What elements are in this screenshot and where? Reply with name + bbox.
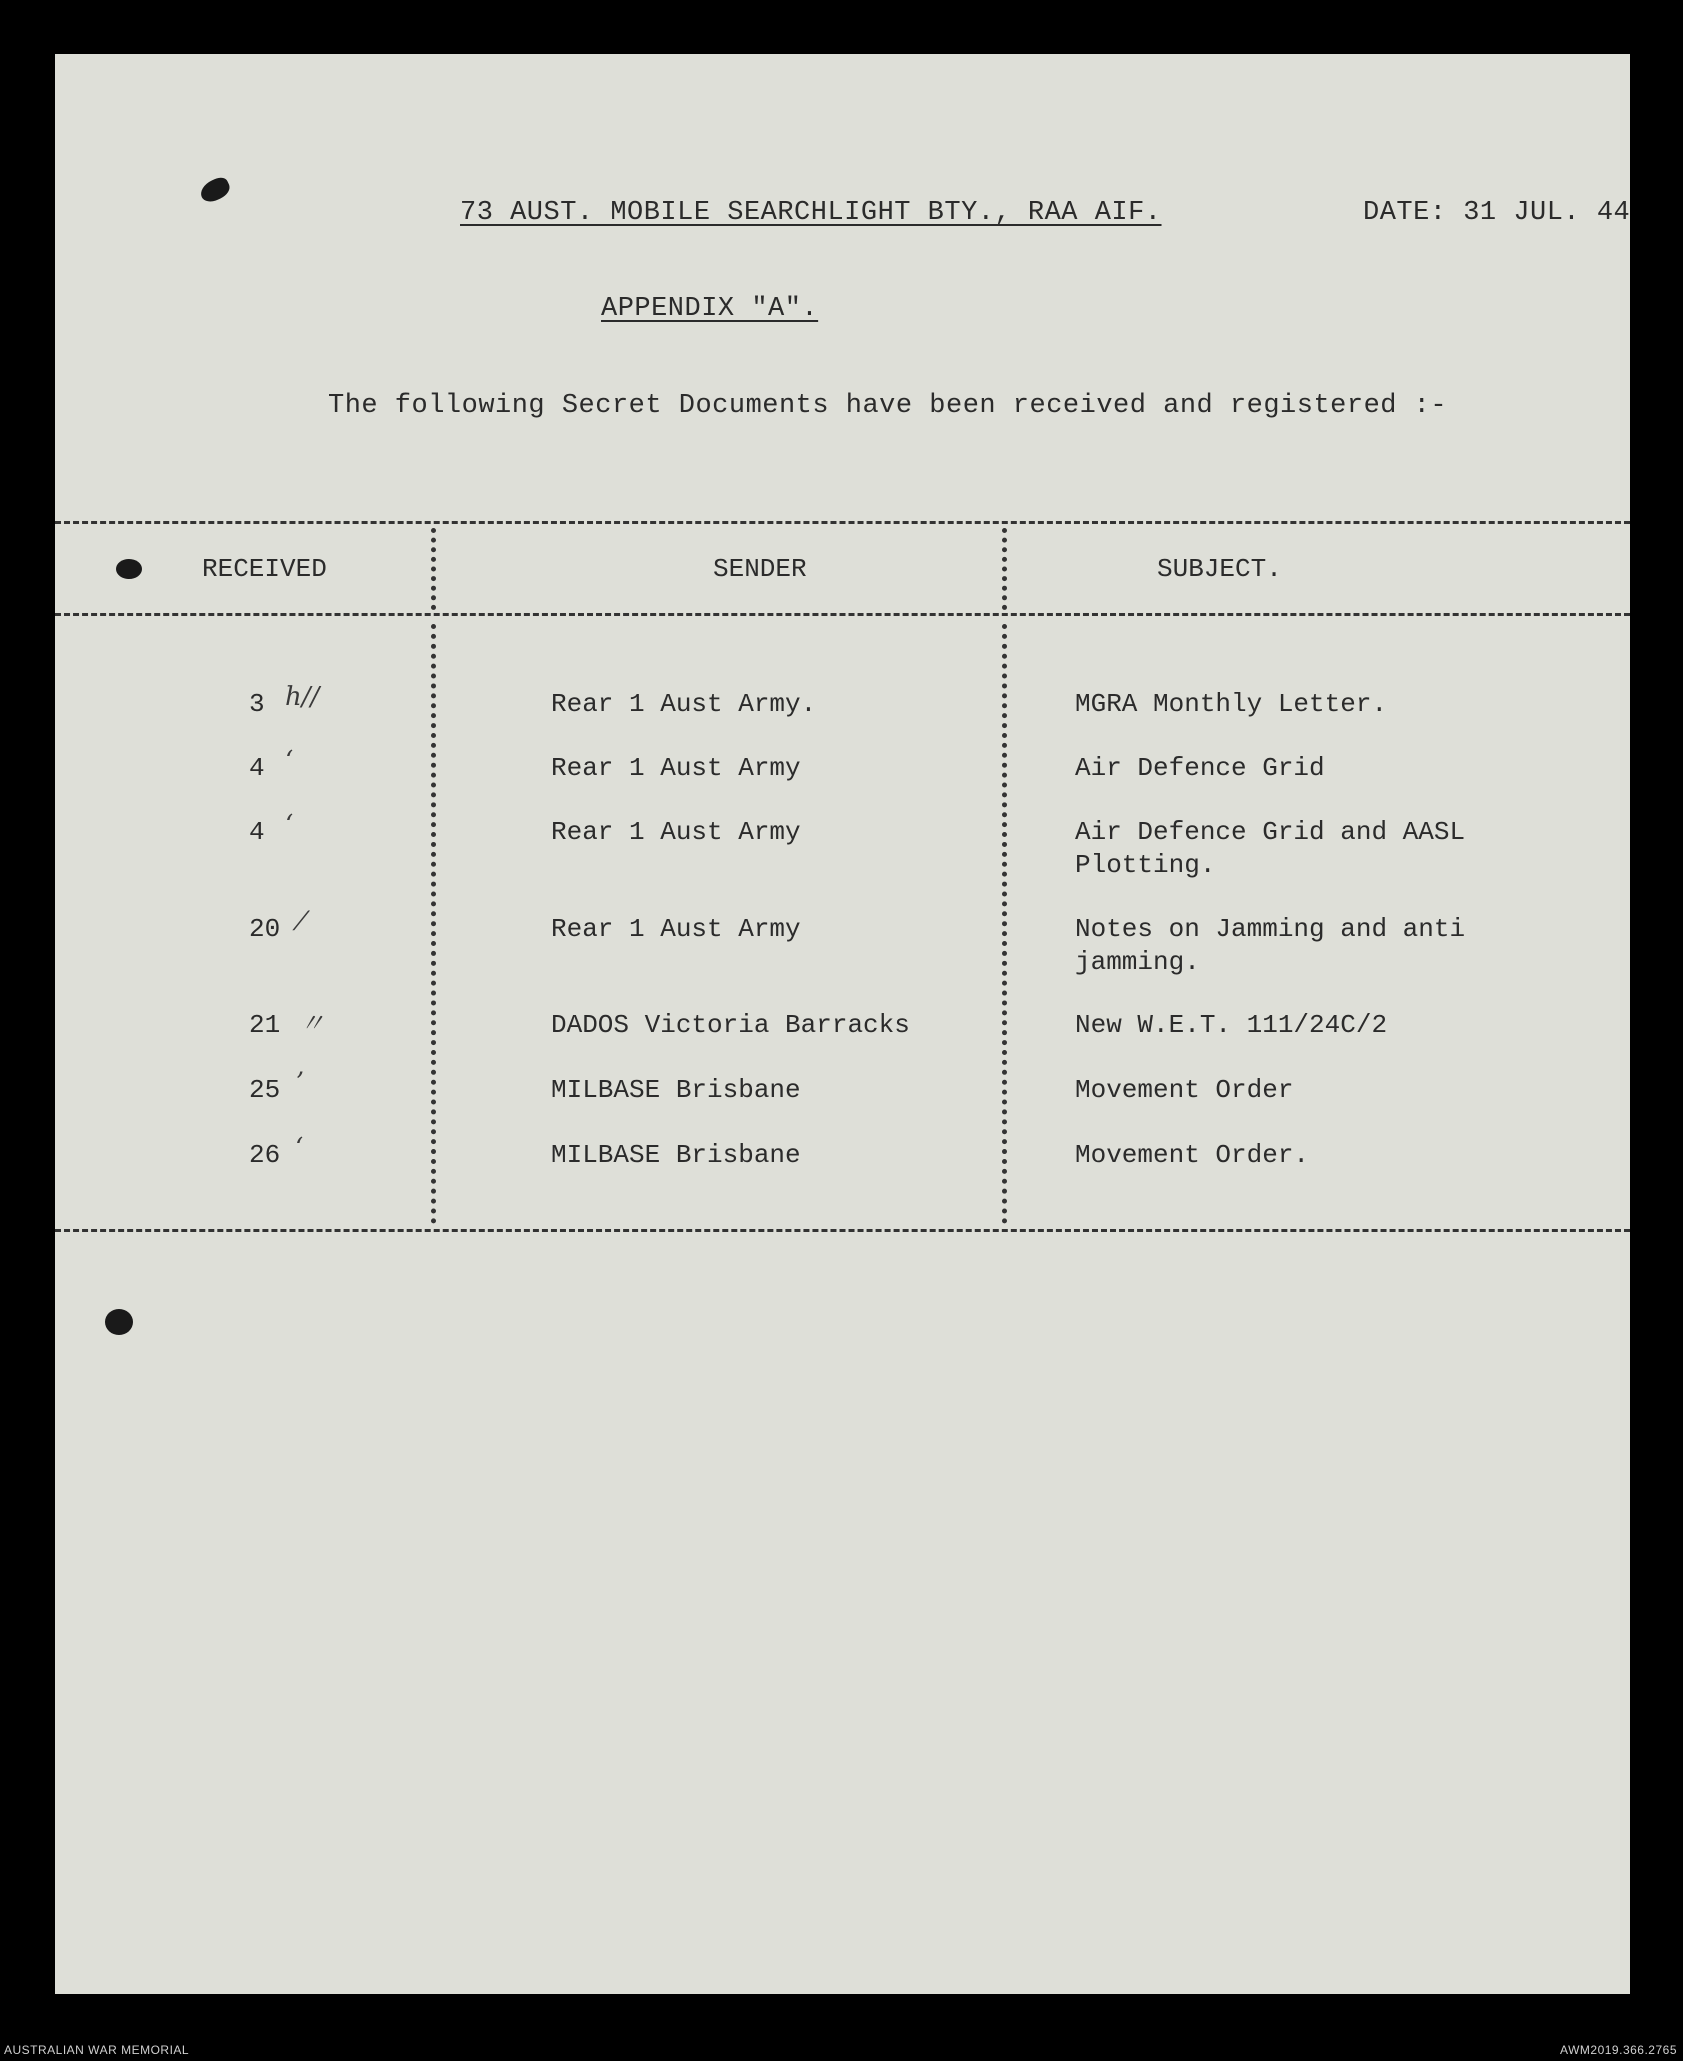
subject-line: jamming. bbox=[1075, 947, 1200, 977]
subject bbox=[1075, 1009, 1387, 1042]
received-day: 20 bbox=[249, 914, 281, 944]
subject bbox=[1075, 913, 1465, 979]
sender: Rear 1 Aust Army bbox=[551, 753, 801, 783]
column-header-sender: SENDER bbox=[713, 554, 807, 584]
received-day: 25 bbox=[249, 1075, 281, 1105]
handwritten-tick-mark: ⁄ bbox=[299, 907, 304, 937]
column-separator bbox=[431, 528, 442, 610]
subject-line: Movement Order bbox=[1075, 1075, 1294, 1105]
received-day: 21 bbox=[249, 1010, 281, 1040]
handwritten-tick-mark: ℎ// bbox=[285, 682, 320, 712]
column-separator bbox=[431, 624, 442, 1224]
handwritten-tick-mark: ʻ bbox=[285, 746, 294, 776]
appendix-heading: APPENDIX "A". bbox=[601, 294, 819, 324]
subject-line: Plotting. bbox=[1075, 850, 1216, 880]
received-day: 26 bbox=[249, 1140, 281, 1170]
sender: Rear 1 Aust Army bbox=[551, 817, 801, 847]
subject bbox=[1075, 1074, 1293, 1107]
subject bbox=[1075, 752, 1325, 785]
table-top-rule bbox=[55, 521, 1630, 524]
document-title: 73 AUST. MOBILE SEARCHLIGHT BTY., RAA AIF. bbox=[460, 198, 1162, 228]
sender: Rear 1 Aust Army. bbox=[551, 689, 817, 719]
handwritten-tick-mark: ʼ bbox=[295, 1068, 304, 1098]
sender: MILBASE Brisbane bbox=[551, 1075, 801, 1105]
column-separator bbox=[1002, 624, 1013, 1224]
intro-text: The following Secret Documents have been received and registered :- bbox=[328, 391, 1448, 421]
subject-line: Notes on Jamming and anti bbox=[1075, 914, 1466, 944]
subject bbox=[1075, 816, 1465, 882]
received-day: 4 bbox=[249, 817, 265, 847]
sender: Rear 1 Aust Army bbox=[551, 914, 801, 944]
handwritten-tick-mark: ʻ bbox=[295, 1133, 304, 1163]
document-page bbox=[55, 54, 1630, 1994]
punch-hole-bottom bbox=[105, 1309, 133, 1335]
subject bbox=[1075, 1139, 1309, 1172]
subject-line: Air Defence Grid and AASL bbox=[1075, 817, 1466, 847]
punch-hole-top bbox=[197, 175, 233, 206]
archive-reference: AWM2019.366.2765 bbox=[1560, 2043, 1677, 2057]
column-header-subject: SUBJECT. bbox=[1157, 554, 1282, 584]
archive-credit: AUSTRALIAN WAR MEMORIAL bbox=[4, 2043, 190, 2057]
handwritten-tick-mark: 〃 bbox=[299, 1009, 326, 1039]
column-header-received: RECEIVED bbox=[202, 554, 327, 584]
subject-line: MGRA Monthly Letter. bbox=[1075, 689, 1388, 719]
received-day: 3 bbox=[249, 689, 265, 719]
sender: MILBASE Brisbane bbox=[551, 1140, 801, 1170]
table-bottom-rule bbox=[55, 1229, 1630, 1232]
document-date: DATE: 31 JUL. 44 bbox=[1363, 198, 1630, 228]
subject-line: New W.E.T. 111/24C/2 bbox=[1075, 1010, 1388, 1040]
received-day: 4 bbox=[249, 753, 265, 783]
column-separator bbox=[1002, 528, 1013, 610]
handwritten-tick-mark: ʻ bbox=[285, 810, 294, 840]
sender: DADOS Victoria Barracks bbox=[551, 1010, 910, 1040]
table-header-rule bbox=[55, 613, 1630, 616]
subject-line: Air Defence Grid bbox=[1075, 753, 1325, 783]
subject-line: Movement Order. bbox=[1075, 1140, 1310, 1170]
subject bbox=[1075, 688, 1387, 721]
punch-hole-middle bbox=[116, 559, 142, 579]
